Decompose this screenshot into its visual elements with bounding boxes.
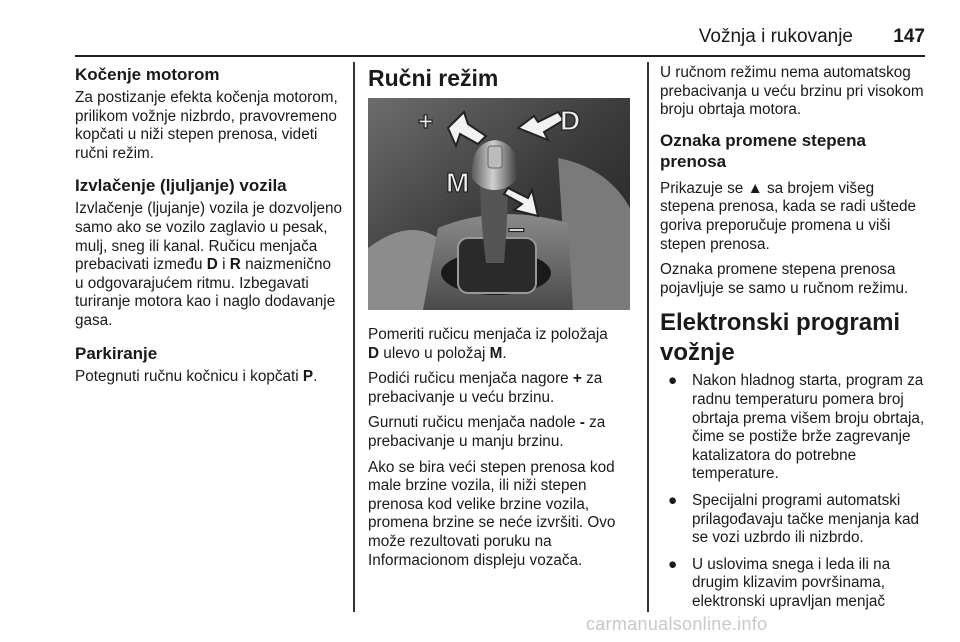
text-lever-up: Podići ručicu menjača nagore + za prebacivanje u veću brzinu.	[368, 370, 603, 406]
text-shift-indicator-1: Prikazuje se ▲ sa brojem višeg stepena prenosa, kada se radi uštede goriva preporučuje promena u viši stepen prenosa.	[660, 179, 916, 253]
photo-label-d: D	[560, 105, 581, 136]
list-item: ● Specijalni programi automatski prilagođavaju tačke menjanja kad se vozi uzbrdo ili nizbrdo.	[668, 491, 920, 547]
text-move-lever: Pomeriti ručicu menjača iz položaja D ulevo u položaj M.	[368, 326, 608, 362]
heading-manual-mode: Ručni režim	[368, 65, 499, 91]
gear-selector-photo	[368, 98, 630, 310]
heading-parking: Parkiranje	[75, 343, 158, 363]
heading-shift-indicator: Oznaka promene stepena prenosa	[660, 130, 866, 171]
text-lever-down: Gurnuti ručicu menjača nadole - za prebacivanje u manju brzinu.	[368, 414, 606, 450]
photo-label-plus: +	[418, 106, 434, 136]
bullet-icon: ●	[668, 555, 678, 573]
list-item: ● U uslovima snega i leda ili na drugim klizavim površinama, elektronski upravljan menjač	[668, 555, 891, 610]
text-parking: Potegnuti ručnu kočnicu i kopčati P.	[75, 367, 318, 385]
column-2	[368, 64, 636, 577]
chapter-title: Vožnja i rukovanje	[698, 26, 853, 47]
photo-label-minus: –	[508, 212, 525, 245]
heading-engine-braking: Kočenje motorom	[75, 65, 220, 84]
column-divider-1	[353, 62, 355, 612]
page-number: 147	[893, 26, 925, 47]
text-engine-braking: Za postizanje efekta kočenja motorom, prilikom vožnje nizbrdo, pravovremeno kopčati u niži stepen prenosa, videti ručni režim.	[75, 89, 338, 162]
bullet-icon: ●	[668, 372, 678, 390]
text-no-auto-upshift: U ručnom režimu nema automatskog prebacivanja u veću brzinu pri visokom broju obrtaja motora.	[660, 64, 924, 119]
list-item: ● Nakon hladnog starta, program za radnu temperaturu pomera broj obrtaja prema višem broju obrtaja, čime se postiže brže zagrevanje katalizatora do potrebne temperature.	[668, 372, 925, 483]
bullet-icon: ●	[668, 491, 678, 509]
photo-label-m: M	[446, 167, 470, 198]
heading-electronic-programs: Elektronski programi vožnje	[660, 309, 901, 367]
watermark: carmanualsonline.info	[586, 614, 768, 634]
text-rocking: Izvlačenje (ljujanje) vozila je dozvoljeno samo ako se vozilo zaglavio u pesak, mulj, sneg ili kanal. Ručicu menjača prebacivati između D i R naizmenično u odgovarajućem ritmu. Izbegavati turiranje motora kao i naglo dodavanje gasa.	[75, 200, 342, 329]
column-3	[660, 64, 930, 619]
text-gear-selection-note: Ako se bira veći stepen prenosa kod male brzine vozila, ili niži stepen prenosa kod velike brzine vozila, promena brzine se neće izvršiti. Ovo može rezultovati poruku na Informacionom displeju vozača.	[368, 458, 616, 569]
heading-rocking: Izvlačenje (ljuljanje) vozila	[75, 176, 287, 196]
header-rule	[75, 55, 925, 57]
column-divider-2	[647, 62, 649, 612]
text-shift-indicator-2: Oznaka promene stepena prenosa pojavljuje se samo u ručnom režimu.	[660, 261, 909, 297]
page-header	[75, 26, 925, 56]
column-1	[75, 64, 343, 393]
electronic-programs-list	[660, 372, 930, 611]
